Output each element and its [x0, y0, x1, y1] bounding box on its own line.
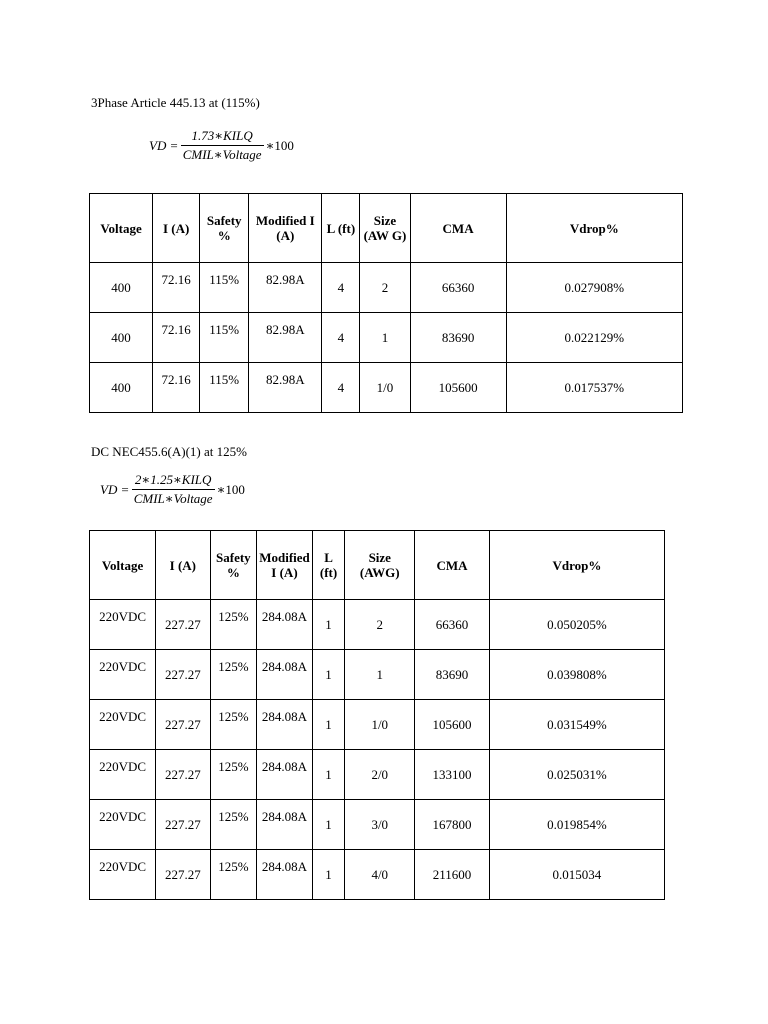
formula-multiplier: ∗100	[265, 137, 294, 153]
cell-voltage: 220VDC	[90, 700, 156, 750]
cell-length: 1	[312, 850, 345, 900]
cell-current: 72.16	[153, 313, 200, 363]
cell-safety: 115%	[200, 263, 249, 313]
table-row	[90, 263, 683, 313]
col-header: Safety %	[200, 194, 249, 263]
cell-size: 1	[345, 650, 415, 700]
col-header: Modified I (A)	[249, 194, 322, 263]
cell-size: 2/0	[345, 750, 415, 800]
formula-lhs: VD	[100, 481, 118, 497]
cell-current: 227.27	[156, 700, 210, 750]
cell-size: 1	[360, 313, 410, 363]
cell-voltage: 220VDC	[90, 600, 156, 650]
cell-safety: 115%	[200, 363, 249, 413]
cell-modified-current: 284.08A	[257, 700, 313, 750]
formula-denominator: CMIL∗Voltage	[182, 147, 262, 162]
table-header-row	[90, 531, 665, 600]
cell-voltage: 400	[90, 313, 153, 363]
cell-length: 4	[322, 363, 360, 413]
cell-size: 3/0	[345, 800, 415, 850]
cell-size: 4/0	[345, 850, 415, 900]
formula-numerator: 2∗1.25∗KILQ	[134, 472, 212, 487]
cell-current: 72.16	[153, 363, 200, 413]
table-row	[90, 850, 665, 900]
cell-voltage: 220VDC	[90, 650, 156, 700]
cell-size: 1/0	[345, 700, 415, 750]
cell-modified-current: 284.08A	[257, 600, 313, 650]
col-header: Size (AW G)	[360, 194, 410, 263]
cell-cma: 211600	[415, 850, 490, 900]
formula-fraction	[132, 472, 215, 507]
cell-cma: 167800	[415, 800, 490, 850]
section1-heading: 3Phase Article 445.13 at (115%)	[91, 95, 260, 110]
cell-modified-current: 82.98A	[249, 313, 322, 363]
cell-current: 227.27	[156, 600, 210, 650]
col-header: Voltage	[90, 194, 153, 263]
cell-length: 1	[312, 650, 345, 700]
col-header: I (A)	[153, 194, 200, 263]
cell-modified-current: 82.98A	[249, 363, 322, 413]
cell-length: 1	[312, 750, 345, 800]
cell-current: 227.27	[156, 750, 210, 800]
cell-cma: 83690	[410, 313, 506, 363]
cell-safety: 125%	[210, 650, 257, 700]
cell-voltage: 220VDC	[90, 850, 156, 900]
formula-denominator: CMIL∗Voltage	[133, 491, 213, 506]
cell-modified-current: 82.98A	[249, 263, 322, 313]
cell-modified-current: 284.08A	[257, 650, 313, 700]
cell-modified-current: 284.08A	[257, 850, 313, 900]
section2-formula	[100, 472, 245, 507]
formula-equals: =	[121, 481, 129, 497]
col-header: Vdrop%	[506, 194, 682, 263]
cell-length: 1	[312, 700, 345, 750]
cell-voltage: 220VDC	[90, 750, 156, 800]
cell-vdrop: 0.019854%	[489, 800, 664, 850]
cell-vdrop: 0.050205%	[489, 600, 664, 650]
col-header: L (ft)	[322, 194, 360, 263]
cell-vdrop: 0.039808%	[489, 650, 664, 700]
table-row	[90, 800, 665, 850]
cell-size: 2	[345, 600, 415, 650]
cell-length: 1	[312, 600, 345, 650]
cell-cma: 133100	[415, 750, 490, 800]
cell-length: 4	[322, 263, 360, 313]
cell-vdrop: 0.015034	[489, 850, 664, 900]
section2-heading: DC NEC455.6(A)(1) at 125%	[91, 444, 247, 459]
cell-safety: 125%	[210, 700, 257, 750]
cell-safety: 115%	[200, 313, 249, 363]
voltage-drop-table-dc	[89, 530, 665, 900]
cell-voltage: 220VDC	[90, 800, 156, 850]
cell-vdrop: 0.031549%	[489, 700, 664, 750]
cell-cma: 105600	[410, 363, 506, 413]
col-header: Safety %	[210, 531, 257, 600]
table-row	[90, 313, 683, 363]
cell-safety: 125%	[210, 600, 257, 650]
table-row	[90, 650, 665, 700]
cell-current: 227.27	[156, 650, 210, 700]
cell-safety: 125%	[210, 800, 257, 850]
section1-formula	[149, 128, 294, 163]
col-header: Voltage	[90, 531, 156, 600]
cell-current: 227.27	[156, 850, 210, 900]
cell-safety: 125%	[210, 850, 257, 900]
cell-voltage: 400	[90, 263, 153, 313]
col-header: Vdrop%	[489, 531, 664, 600]
formula-equals: =	[170, 137, 178, 153]
cell-vdrop: 0.022129%	[506, 313, 682, 363]
cell-size: 2	[360, 263, 410, 313]
col-header: L (ft)	[312, 531, 345, 600]
formula-multiplier: ∗100	[216, 481, 245, 497]
cell-current: 72.16	[153, 263, 200, 313]
cell-modified-current: 284.08A	[257, 800, 313, 850]
cell-voltage: 400	[90, 363, 153, 413]
cell-modified-current: 284.08A	[257, 750, 313, 800]
cell-length: 1	[312, 800, 345, 850]
cell-vdrop: 0.017537%	[506, 363, 682, 413]
cell-size: 1/0	[360, 363, 410, 413]
cell-length: 4	[322, 313, 360, 363]
col-header: CMA	[415, 531, 490, 600]
cell-cma: 83690	[415, 650, 490, 700]
table-header-row	[90, 194, 683, 263]
formula-numerator: 1.73∗KILQ	[191, 128, 253, 143]
table-row	[90, 363, 683, 413]
cell-cma: 66360	[415, 600, 490, 650]
cell-current: 227.27	[156, 800, 210, 850]
table-row	[90, 700, 665, 750]
cell-vdrop: 0.027908%	[506, 263, 682, 313]
col-header: Modified I (A)	[257, 531, 313, 600]
cell-vdrop: 0.025031%	[489, 750, 664, 800]
formula-fraction	[181, 128, 264, 163]
voltage-drop-table-3phase	[89, 193, 683, 413]
table-row	[90, 750, 665, 800]
formula-lhs: VD	[149, 137, 167, 153]
cell-cma: 66360	[410, 263, 506, 313]
col-header: CMA	[410, 194, 506, 263]
col-header: Size (AWG)	[345, 531, 415, 600]
cell-safety: 125%	[210, 750, 257, 800]
table-row	[90, 600, 665, 650]
cell-cma: 105600	[415, 700, 490, 750]
col-header: I (A)	[156, 531, 210, 600]
